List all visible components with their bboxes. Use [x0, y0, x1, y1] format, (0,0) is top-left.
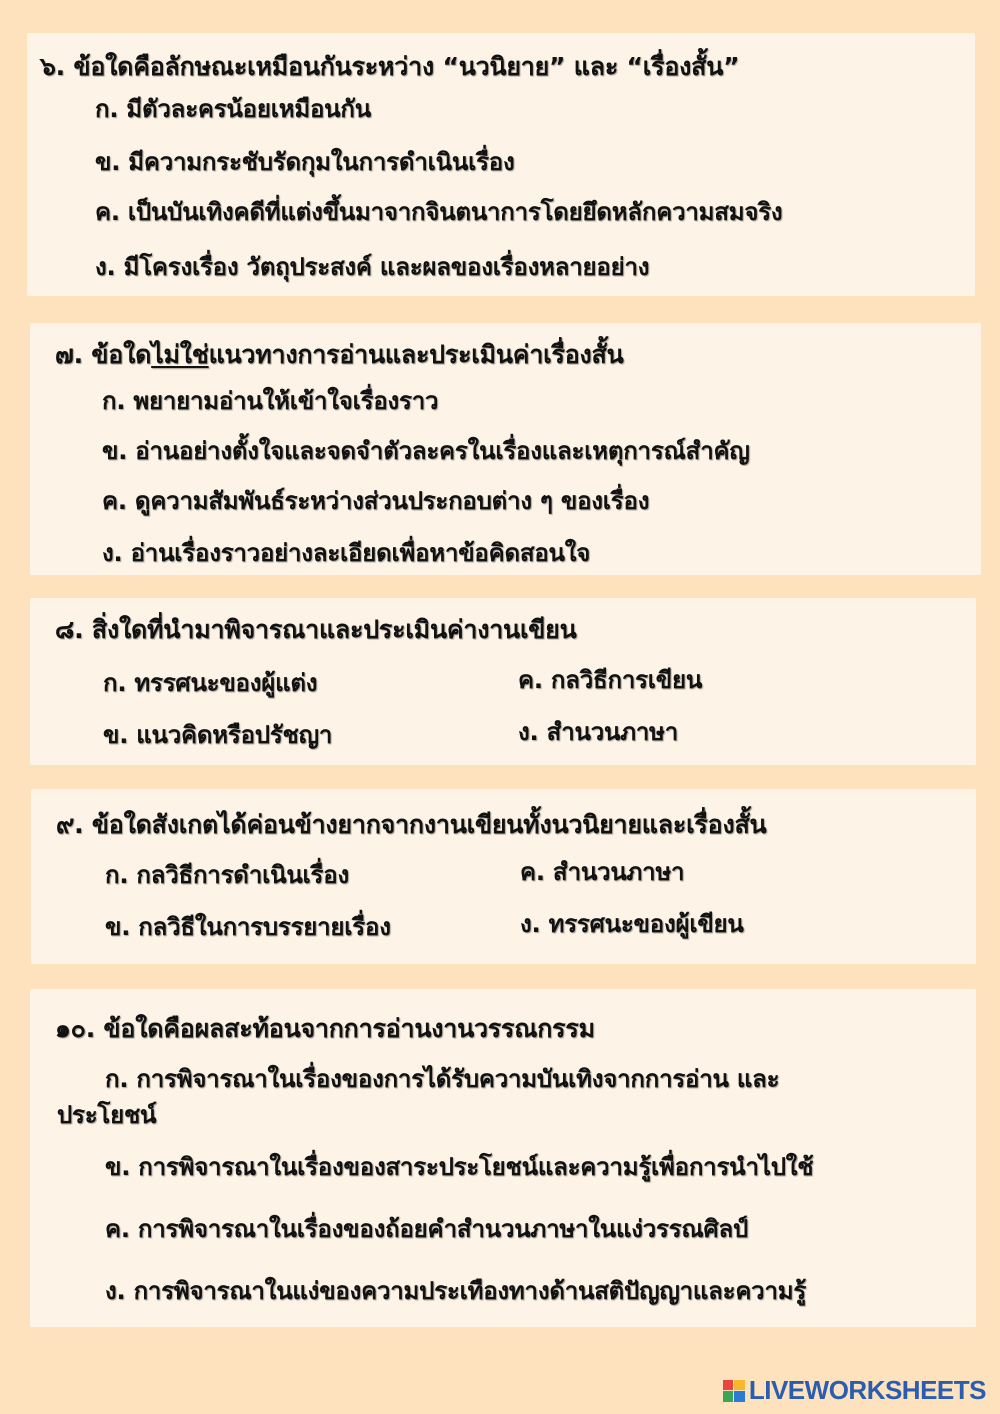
logo-square-1: [723, 1380, 734, 1391]
liveworksheets-logo: [723, 1375, 986, 1406]
q9-option-d[interactable]: ง. ทรรศนะของผู้เขียน: [520, 910, 744, 938]
q6-option-b[interactable]: ข. มีความกระชับรัดกุมในการดำเนินเรื่อง: [95, 148, 515, 176]
liveworksheets-wordmark: LIVEWORKSHEETS: [748, 1375, 986, 1405]
q10-option-d[interactable]: ง. การพิจารณาในแง่ของความประเทืองทางด้านสติปัญญาและความรู้: [105, 1277, 807, 1305]
q7-option-b[interactable]: ข. อ่านอย่างตั้งใจและจดจำตัวละครในเรื่องและเหตุการณ์สำคัญ: [102, 437, 750, 465]
question-9-text: ๙. ข้อใดสังเกตได้ค่อนข้างยากจากงานเขียนทั้งนวนิยายและเรื่องสั้น: [56, 810, 767, 839]
q9-option-b[interactable]: ข. กลวิธีในการบรรยายเรื่อง: [105, 913, 391, 941]
q8-option-a[interactable]: ก. ทรรศนะของผู้แต่ง: [103, 669, 318, 697]
logo-square-2: [734, 1380, 745, 1391]
q6-option-d[interactable]: ง. มีโครงเรื่อง วัตถุประสงค์ และผลของเรื่องหลายอย่าง: [95, 253, 650, 281]
question-7-text: [55, 340, 624, 370]
q8-option-b[interactable]: ข. แนวคิดหรือปรัชญา: [103, 721, 333, 749]
q7-option-a[interactable]: ก. พยายามอ่านให้เข้าใจเรื่องราว: [102, 387, 439, 415]
q6-option-a[interactable]: ก. มีตัวละครน้อยเหมือนกัน: [95, 95, 371, 123]
q10-option-c[interactable]: ค. การพิจารณาในเรื่องของถ้อยคำสำนวนภาษาในแง่วรรณศิลป์: [105, 1215, 749, 1243]
q9-option-c[interactable]: ค. สำนวนภาษา: [520, 858, 685, 886]
q6-option-c[interactable]: ค. เป็นบันเทิงคดีที่แต่งขึ้นมาจากจินตนาการโดยยึดหลักความสมจริง: [95, 198, 783, 226]
q9-option-a[interactable]: ก. กลวิธีการดำเนินเรื่อง: [105, 861, 349, 889]
q8-option-d[interactable]: ง. สำนวนภาษา: [518, 718, 678, 746]
logo-square-4: [734, 1391, 745, 1402]
question-7-underlined: ไม่ใช่: [151, 340, 209, 369]
q10-option-a-line1[interactable]: ก. การพิจารณาในเรื่องของการได้รับความบันเทิงจากการอ่าน และ: [105, 1065, 780, 1093]
question-8-text: ๘. สิ่งใดที่นำมาพิจารณาและประเมินค่างานเขียน: [55, 615, 577, 644]
q10-option-b[interactable]: ข. การพิจารณาในเรื่องของสาระประโยชน์และความรู้เพื่อการนำไปใช้: [105, 1153, 814, 1181]
question-7-suffix: แนวทางการอ่านและประเมินค่าเรื่องสั้น: [208, 340, 624, 369]
liveworksheets-logo-icon: [723, 1380, 745, 1402]
logo-square-3: [723, 1391, 734, 1402]
q10-option-a-line2[interactable]: ประโยชน์: [57, 1101, 157, 1129]
q7-option-c[interactable]: ค. ดูความสัมพันธ์ระหว่างส่วนประกอบต่าง ๆ ของเรื่อง: [102, 487, 650, 515]
question-6-text: ๖. ข้อใดคือลักษณะเหมือนกันระหว่าง “นวนิยาย” และ “เรื่องสั้น”: [40, 52, 740, 81]
question-10-text: ๑๐. ข้อใดคือผลสะท้อนจากการอ่านงานวรรณกรรม: [55, 1014, 595, 1043]
q7-option-d[interactable]: ง. อ่านเรื่องราวอย่างละเอียดเพื่อหาข้อคิดสอนใจ: [102, 539, 591, 567]
q8-option-c[interactable]: ค. กลวิธีการเขียน: [518, 666, 703, 694]
question-7-prefix: ๗. ข้อใด: [55, 340, 152, 369]
